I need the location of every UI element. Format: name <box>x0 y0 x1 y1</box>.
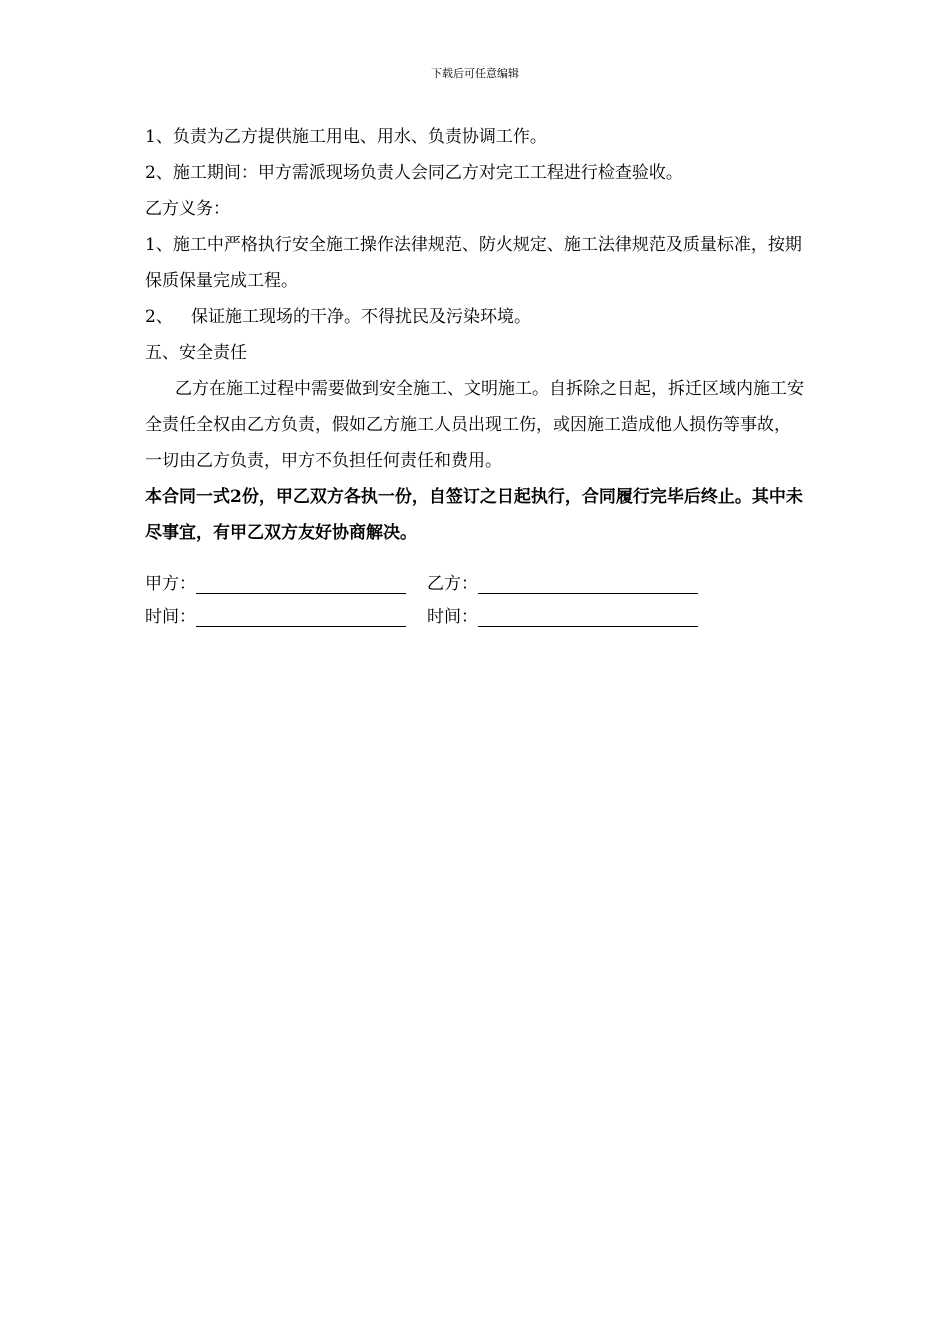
party-b-date-line <box>478 604 698 627</box>
party-a-signature-line <box>196 571 406 594</box>
signature-block <box>145 568 807 634</box>
time-a-label: 时间： <box>145 607 196 627</box>
closing-clause: 本合同一式2份，甲乙双方各执一份，自签订之日起执行，合同履行完毕后终止。其中未尽事宜，有甲乙双方友好协商解决。 <box>145 487 803 543</box>
party-b-duties-heading: 乙方义务： <box>145 199 230 219</box>
contract-body <box>145 119 807 634</box>
party-a-label: 甲方： <box>145 574 196 594</box>
party-b-date <box>427 601 698 634</box>
header-note: 下载后可任意编辑 <box>431 67 519 80</box>
party-b-duty-2-number: 2、 <box>145 307 173 327</box>
party-a-date <box>145 601 427 634</box>
party-b-duty-2 <box>145 299 807 335</box>
section-5-text: 乙方在施工过程中需要做到安全施工、文明施工。自拆除之日起，拆迁区域内施工安全责任全权由乙方负责，假如乙方施工人员出现工伤，或因施工造成他人损伤等事故，一切由乙方负责，甲方不负担任何责任和费用。 <box>145 379 804 471</box>
signature-row-parties <box>145 568 807 601</box>
party-b-duty-2-text: 保证施工现场的干净。不得扰民及污染环境。 <box>191 307 531 327</box>
party-b-signature-line <box>478 571 698 594</box>
section-5-heading: 五、安全责任 <box>145 343 247 363</box>
party-b-label: 乙方： <box>427 574 478 594</box>
time-b-label: 时间： <box>427 607 478 627</box>
party-a-date-line <box>196 604 406 627</box>
party-a-duty-2: 2、施工期间：甲方需派现场负责人会同乙方对完工工程进行检查验收。 <box>145 163 683 183</box>
party-b-duty-1: 1、施工中严格执行安全施工操作法律规范、防火规定、施工法律规范及质量标准，按期保质保量完成工程。 <box>145 235 802 291</box>
signature-row-dates <box>145 601 807 634</box>
party-a-signature <box>145 568 427 601</box>
party-a-duty-1: 1、负责为乙方提供施工用电、用水、负责协调工作。 <box>145 127 547 147</box>
party-b-signature <box>427 568 698 601</box>
